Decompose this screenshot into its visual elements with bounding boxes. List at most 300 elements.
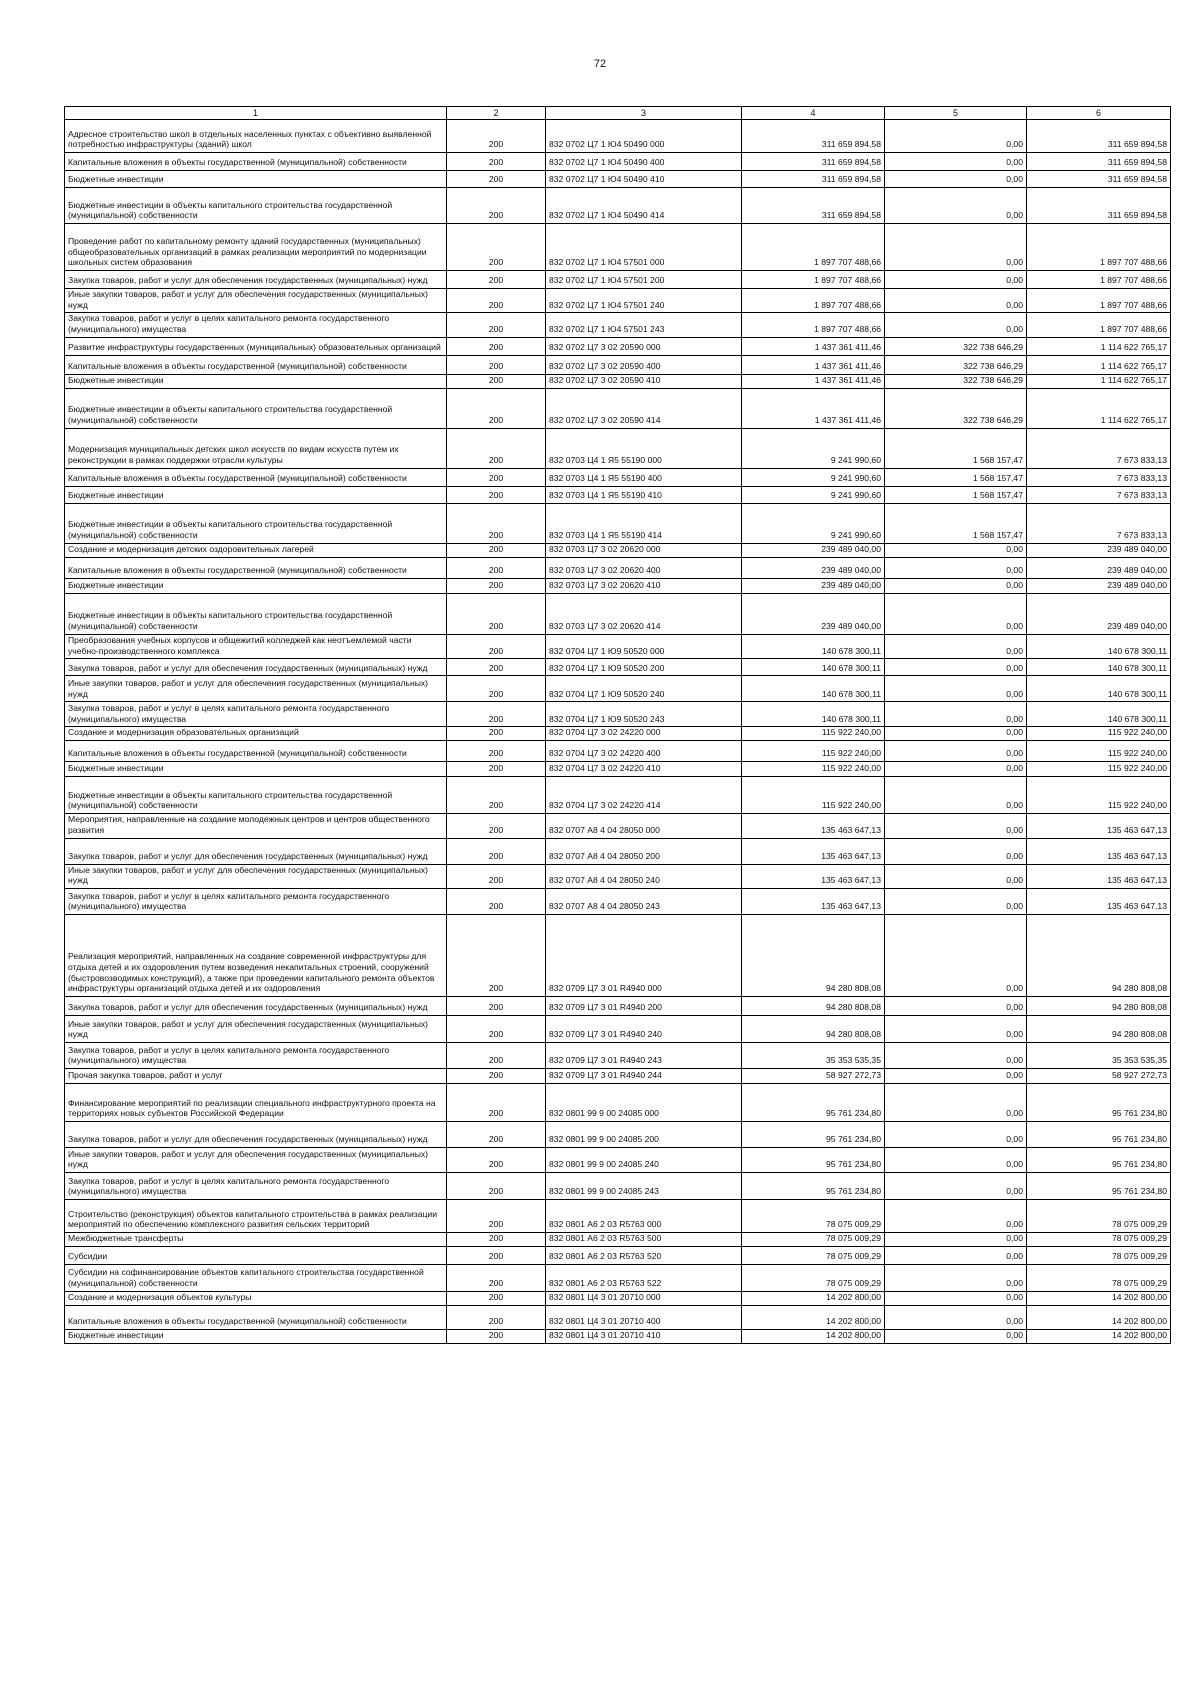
row-value-col4: 94 280 808,08 [742, 915, 885, 997]
row-value-col4: 1 897 707 488,66 [742, 224, 885, 271]
row-classifier: 832 0702 Ц7 1 Ю4 50490 410 [546, 171, 742, 188]
row-value-col5: 0,00 [885, 676, 1027, 702]
row-value-col5: 0,00 [885, 289, 1027, 313]
row-code: 200 [447, 153, 546, 171]
row-value-col5: 1 568 157,47 [885, 468, 1027, 486]
row-value-col5: 0,00 [885, 915, 1027, 997]
budget-table [64, 106, 1171, 1344]
row-value-col5: 0,00 [885, 271, 1027, 289]
row-value-col5: 0,00 [885, 171, 1027, 188]
row-value-col5: 0,00 [885, 1084, 1027, 1122]
table-row [65, 120, 1171, 153]
row-value-col4: 14 202 800,00 [742, 1329, 885, 1343]
row-classifier: 832 0709 Ц7 3 01 R4940 200 [546, 997, 742, 1016]
table-row [65, 1148, 1171, 1173]
table-row [65, 838, 1171, 864]
table-row [65, 503, 1171, 543]
row-code: 200 [447, 659, 546, 676]
row-value-col4: 1 897 707 488,66 [742, 313, 885, 337]
table-row [65, 915, 1171, 997]
row-value-col5: 0,00 [885, 153, 1027, 171]
row-name: Закупка товаров, работ и услуг в целях капитального ремонта государственного (муниципального) имущества [65, 702, 447, 727]
row-code: 200 [447, 727, 546, 741]
table-row [65, 1173, 1171, 1200]
row-classifier: 832 0707 А8 4 04 28050 200 [546, 838, 742, 864]
row-value-col6: 135 463 647,13 [1027, 838, 1171, 864]
table-row [65, 702, 1171, 727]
row-value-col6: 1 114 622 765,17 [1027, 355, 1171, 374]
row-value-col4: 9 241 990,60 [742, 486, 885, 503]
row-code: 200 [447, 557, 546, 578]
row-code: 200 [447, 889, 546, 915]
row-name: Иные закупки товаров, работ и услуг для обеспечения государственных (муниципальных) нужд [65, 1016, 447, 1043]
table-row [65, 1043, 1171, 1069]
row-value-col6: 140 678 300,11 [1027, 702, 1171, 727]
row-name: Бюджетные инвестиции в объекты капитального строительства государственной (муниципальной) собственности [65, 777, 447, 814]
row-value-col5: 0,00 [885, 838, 1027, 864]
row-value-col5: 0,00 [885, 1246, 1027, 1264]
column-header-5: 5 [885, 107, 1027, 120]
row-classifier: 832 0702 Ц7 3 02 20590 410 [546, 374, 742, 388]
table-row [65, 762, 1171, 777]
row-value-col6: 140 678 300,11 [1027, 659, 1171, 676]
row-name: Закупка товаров, работ и услуг для обеспечения государственных (муниципальных) нужд [65, 271, 447, 289]
row-classifier: 832 0801 А6 2 03 R5763 522 [546, 1264, 742, 1291]
row-value-col6: 239 489 040,00 [1027, 557, 1171, 578]
row-classifier: 832 0702 Ц7 1 Ю4 57501 000 [546, 224, 742, 271]
row-value-col6: 95 761 234,80 [1027, 1084, 1171, 1122]
row-classifier: 832 0709 Ц7 3 01 R4940 000 [546, 915, 742, 997]
row-classifier: 832 0703 Ц7 3 02 20620 414 [546, 593, 742, 634]
row-value-col6: 311 659 894,58 [1027, 120, 1171, 153]
row-value-col5: 0,00 [885, 120, 1027, 153]
row-value-col4: 35 353 535,35 [742, 1043, 885, 1069]
column-header-6: 6 [1027, 107, 1171, 120]
table-row [65, 1291, 1171, 1305]
row-value-col4: 94 280 808,08 [742, 997, 885, 1016]
row-code: 200 [447, 1173, 546, 1200]
row-code: 200 [447, 1305, 546, 1329]
row-name: Строительство (реконструкция) объектов капитального строительства в рамках реализации мероприятий по обеспечению комплексного развития сельских территорий [65, 1200, 447, 1233]
row-code: 200 [447, 224, 546, 271]
row-classifier: 832 0703 Ц4 1 Я5 55190 414 [546, 503, 742, 543]
row-classifier: 832 0704 Ц7 1 Ю9 50520 243 [546, 702, 742, 727]
row-name: Реализация мероприятий, направленных на создание современной инфраструктуры для отдыха детей и их оздоровления путем возведения некапитальных строений, сооружений (быстровозводимых конструкций), а также при проведении капитального ремонта объектов инфраструктуры организаций отдыха детей и их оздоровления [65, 915, 447, 997]
row-name: Закупка товаров, работ и услуг в целях капитального ремонта государственного (муниципального) имущества [65, 313, 447, 337]
row-code: 200 [447, 289, 546, 313]
row-classifier: 832 0704 Ц7 3 02 24220 414 [546, 777, 742, 814]
row-code: 200 [447, 578, 546, 593]
row-value-col4: 140 678 300,11 [742, 676, 885, 702]
table-row [65, 468, 1171, 486]
table-row [65, 153, 1171, 171]
row-name: Капитальные вложения в объекты государственной (муниципальной) собственности [65, 355, 447, 374]
row-name: Капитальные вложения в объекты государственной (муниципальной) собственности [65, 1305, 447, 1329]
row-code: 200 [447, 428, 546, 468]
row-code: 200 [447, 543, 546, 557]
row-value-col5: 0,00 [885, 864, 1027, 888]
row-value-col6: 14 202 800,00 [1027, 1291, 1171, 1305]
row-classifier: 832 0702 Ц7 3 02 20590 414 [546, 388, 742, 428]
table-row [65, 1305, 1171, 1329]
row-code: 200 [447, 814, 546, 838]
table-row [65, 1084, 1171, 1122]
row-classifier: 832 0703 Ц4 1 Я5 55190 410 [546, 486, 742, 503]
row-value-col6: 94 280 808,08 [1027, 1016, 1171, 1043]
row-classifier: 832 0704 Ц7 3 02 24220 400 [546, 741, 742, 762]
row-code: 200 [447, 388, 546, 428]
row-classifier: 832 0709 Ц7 3 01 R4940 244 [546, 1069, 742, 1084]
row-value-col5: 0,00 [885, 1069, 1027, 1084]
row-classifier: 832 0707 А8 4 04 28050 243 [546, 889, 742, 915]
row-name: Капитальные вложения в объекты государственной (муниципальной) собственности [65, 741, 447, 762]
row-classifier: 832 0709 Ц7 3 01 R4940 243 [546, 1043, 742, 1069]
row-value-col6: 239 489 040,00 [1027, 578, 1171, 593]
row-name: Создание и модернизация образовательных организаций [65, 727, 447, 741]
row-code: 200 [447, 864, 546, 888]
row-value-col6: 7 673 833,13 [1027, 468, 1171, 486]
row-classifier: 832 0704 Ц7 3 02 24220 000 [546, 727, 742, 741]
row-value-col5: 0,00 [885, 777, 1027, 814]
row-code: 200 [447, 1016, 546, 1043]
row-value-col4: 311 659 894,58 [742, 171, 885, 188]
row-value-col6: 115 922 240,00 [1027, 727, 1171, 741]
row-name: Преобразования учебных корпусов и общежитий колледжей как неотъемлемой части учебно-производственного комплекса [65, 634, 447, 658]
row-classifier: 832 0702 Ц7 1 Ю4 57501 200 [546, 271, 742, 289]
row-name: Межбюджетные трансферты [65, 1233, 447, 1247]
table-row [65, 289, 1171, 313]
row-value-col4: 95 761 234,80 [742, 1122, 885, 1148]
row-value-col4: 1 437 361 411,46 [742, 337, 885, 355]
row-name: Закупка товаров, работ и услуг для обеспечения государственных (муниципальных) нужд [65, 659, 447, 676]
row-value-col5: 0,00 [885, 543, 1027, 557]
row-name: Адресное строительство школ в отдельных населенных пунктах с объективно выявленной потребностью инфраструктуры (зданий) школ [65, 120, 447, 153]
row-value-col4: 14 202 800,00 [742, 1291, 885, 1305]
row-value-col6: 1 897 707 488,66 [1027, 313, 1171, 337]
row-code: 200 [447, 1043, 546, 1069]
row-value-col6: 115 922 240,00 [1027, 762, 1171, 777]
row-value-col4: 311 659 894,58 [742, 120, 885, 153]
row-name: Бюджетные инвестиции [65, 578, 447, 593]
row-value-col5: 0,00 [885, 1148, 1027, 1173]
row-value-col6: 140 678 300,11 [1027, 676, 1171, 702]
row-value-col5: 0,00 [885, 1329, 1027, 1343]
row-value-col6: 1 897 707 488,66 [1027, 224, 1171, 271]
table-row [65, 1329, 1171, 1343]
row-classifier: 832 0801 А6 2 03 R5763 000 [546, 1200, 742, 1233]
row-code: 200 [447, 188, 546, 224]
table-row [65, 659, 1171, 676]
row-value-col6: 14 202 800,00 [1027, 1329, 1171, 1343]
row-name: Бюджетные инвестиции в объекты капитального строительства государственной (муниципальной) собственности [65, 388, 447, 428]
row-name: Прочая закупка товаров, работ и услуг [65, 1069, 447, 1084]
row-value-col6: 115 922 240,00 [1027, 741, 1171, 762]
column-header-3: 3 [546, 107, 742, 120]
row-name: Бюджетные инвестиции [65, 486, 447, 503]
row-value-col6: 7 673 833,13 [1027, 428, 1171, 468]
row-value-col6: 311 659 894,58 [1027, 153, 1171, 171]
row-code: 200 [447, 997, 546, 1016]
row-classifier: 832 0801 Ц4 3 01 20710 400 [546, 1305, 742, 1329]
row-value-col6: 1 114 622 765,17 [1027, 337, 1171, 355]
row-code: 200 [447, 271, 546, 289]
column-header-2: 2 [447, 107, 546, 120]
row-value-col4: 78 075 009,29 [742, 1233, 885, 1247]
row-classifier: 832 0702 Ц7 1 Ю4 50490 400 [546, 153, 742, 171]
row-value-col6: 78 075 009,29 [1027, 1233, 1171, 1247]
row-value-col4: 95 761 234,80 [742, 1084, 885, 1122]
row-name: Бюджетные инвестиции в объекты капитального строительства государственной (муниципальной) собственности [65, 503, 447, 543]
row-value-col5: 0,00 [885, 1200, 1027, 1233]
row-value-col4: 311 659 894,58 [742, 153, 885, 171]
row-value-col6: 1 114 622 765,17 [1027, 374, 1171, 388]
row-name: Развитие инфраструктуры государственных (муниципальных) образовательных организаций [65, 337, 447, 355]
row-value-col4: 1 437 361 411,46 [742, 374, 885, 388]
row-value-col6: 311 659 894,58 [1027, 188, 1171, 224]
row-value-col4: 9 241 990,60 [742, 468, 885, 486]
row-classifier: 832 0702 Ц7 1 Ю4 50490 414 [546, 188, 742, 224]
row-value-col5: 0,00 [885, 313, 1027, 337]
table-row [65, 1233, 1171, 1247]
row-value-col4: 140 678 300,11 [742, 702, 885, 727]
row-value-col4: 1 897 707 488,66 [742, 289, 885, 313]
row-classifier: 832 0707 А8 4 04 28050 000 [546, 814, 742, 838]
row-name: Иные закупки товаров, работ и услуг для обеспечения государственных (муниципальных) нужд [65, 289, 447, 313]
table-row [65, 428, 1171, 468]
table-row [65, 814, 1171, 838]
row-code: 200 [447, 355, 546, 374]
row-code: 200 [447, 1329, 546, 1343]
row-value-col6: 135 463 647,13 [1027, 889, 1171, 915]
row-name: Субсидии [65, 1246, 447, 1264]
row-value-col6: 7 673 833,13 [1027, 503, 1171, 543]
row-name: Финансирование мероприятий по реализации специального инфраструктурного проекта на территориях новых субъектов Российской Федерации [65, 1084, 447, 1122]
row-value-col6: 94 280 808,08 [1027, 997, 1171, 1016]
row-value-col6: 14 202 800,00 [1027, 1305, 1171, 1329]
row-value-col4: 1 897 707 488,66 [742, 271, 885, 289]
row-code: 200 [447, 503, 546, 543]
row-code: 200 [447, 1246, 546, 1264]
row-name: Закупка товаров, работ и услуг в целях капитального ремонта государственного (муниципального) имущества [65, 1173, 447, 1200]
row-name: Капитальные вложения в объекты государственной (муниципальной) собственности [65, 557, 447, 578]
row-value-col6: 78 075 009,29 [1027, 1264, 1171, 1291]
table-row [65, 557, 1171, 578]
row-name: Субсидии на софинансирование объектов капитального строительства государственной (муниципальной) собственности [65, 1264, 447, 1291]
row-value-col4: 115 922 240,00 [742, 777, 885, 814]
row-code: 200 [447, 1291, 546, 1305]
row-code: 200 [447, 1200, 546, 1233]
row-classifier: 832 0704 Ц7 1 Ю9 50520 200 [546, 659, 742, 676]
row-code: 200 [447, 1233, 546, 1247]
row-code: 200 [447, 741, 546, 762]
row-value-col6: 1 897 707 488,66 [1027, 271, 1171, 289]
row-value-col4: 135 463 647,13 [742, 814, 885, 838]
row-value-col5: 0,00 [885, 188, 1027, 224]
row-classifier: 832 0801 99 9 00 24085 243 [546, 1173, 742, 1200]
row-code: 200 [447, 1148, 546, 1173]
table-row [65, 1122, 1171, 1148]
row-classifier: 832 0704 Ц7 1 Ю9 50520 240 [546, 676, 742, 702]
table-row [65, 741, 1171, 762]
table-row [65, 578, 1171, 593]
row-value-col4: 115 922 240,00 [742, 727, 885, 741]
row-value-col6: 95 761 234,80 [1027, 1148, 1171, 1173]
row-value-col4: 9 241 990,60 [742, 428, 885, 468]
table-row [65, 171, 1171, 188]
table-row [65, 388, 1171, 428]
row-value-col5: 0,00 [885, 224, 1027, 271]
header-row [65, 107, 1171, 120]
row-value-col6: 1 114 622 765,17 [1027, 388, 1171, 428]
row-value-col5: 0,00 [885, 578, 1027, 593]
table-row [65, 676, 1171, 702]
row-name: Бюджетные инвестиции в объекты капитального строительства государственной (муниципальной) собственности [65, 593, 447, 634]
row-name: Закупка товаров, работ и услуг для обеспечения государственных (муниципальных) нужд [65, 1122, 447, 1148]
row-value-col6: 7 673 833,13 [1027, 486, 1171, 503]
table-row [65, 997, 1171, 1016]
table-row [65, 1264, 1171, 1291]
row-code: 200 [447, 1084, 546, 1122]
row-code: 200 [447, 1069, 546, 1084]
row-name: Создание и модернизация объектов культуры [65, 1291, 447, 1305]
row-classifier: 832 0703 Ц7 3 02 20620 410 [546, 578, 742, 593]
row-value-col6: 94 280 808,08 [1027, 915, 1171, 997]
row-value-col6: 239 489 040,00 [1027, 543, 1171, 557]
table-row [65, 224, 1171, 271]
row-classifier: 832 0801 А6 2 03 R5763 520 [546, 1246, 742, 1264]
row-classifier: 832 0704 Ц7 1 Ю9 50520 000 [546, 634, 742, 658]
row-value-col4: 95 761 234,80 [742, 1173, 885, 1200]
row-value-col4: 239 489 040,00 [742, 557, 885, 578]
table-row [65, 543, 1171, 557]
row-name: Мероприятия, направленные на создание молодежных центров и центров общественного развития [65, 814, 447, 838]
row-value-col5: 0,00 [885, 997, 1027, 1016]
row-value-col5: 0,00 [885, 1016, 1027, 1043]
row-classifier: 832 0703 Ц4 1 Я5 55190 400 [546, 468, 742, 486]
row-value-col6: 95 761 234,80 [1027, 1122, 1171, 1148]
table-row [65, 1200, 1171, 1233]
row-value-col6: 35 353 535,35 [1027, 1043, 1171, 1069]
row-value-col5: 0,00 [885, 1305, 1027, 1329]
row-value-col4: 135 463 647,13 [742, 838, 885, 864]
row-name: Бюджетные инвестиции [65, 171, 447, 188]
row-code: 200 [447, 337, 546, 355]
row-value-col6: 95 761 234,80 [1027, 1173, 1171, 1200]
row-code: 200 [447, 702, 546, 727]
row-name: Капитальные вложения в объекты государственной (муниципальной) собственности [65, 468, 447, 486]
row-name: Бюджетные инвестиции [65, 374, 447, 388]
row-code: 200 [447, 762, 546, 777]
row-value-col4: 14 202 800,00 [742, 1305, 885, 1329]
row-code: 200 [447, 838, 546, 864]
row-classifier: 832 0703 Ц7 3 02 20620 000 [546, 543, 742, 557]
row-value-col6: 78 075 009,29 [1027, 1200, 1171, 1233]
row-value-col4: 135 463 647,13 [742, 864, 885, 888]
table-row [65, 727, 1171, 741]
row-value-col6: 140 678 300,11 [1027, 634, 1171, 658]
row-value-col5: 0,00 [885, 1264, 1027, 1291]
row-classifier: 832 0709 Ц7 3 01 R4940 240 [546, 1016, 742, 1043]
row-code: 200 [447, 1122, 546, 1148]
row-value-col4: 115 922 240,00 [742, 762, 885, 777]
page-number: 72 [593, 58, 607, 70]
table-row [65, 864, 1171, 888]
row-value-col5: 0,00 [885, 1043, 1027, 1069]
row-value-col5: 0,00 [885, 762, 1027, 777]
row-classifier: 832 0801 99 9 00 24085 000 [546, 1084, 742, 1122]
row-value-col6: 1 897 707 488,66 [1027, 289, 1171, 313]
row-code: 200 [447, 676, 546, 702]
row-value-col5: 322 738 646,29 [885, 355, 1027, 374]
table-row [65, 188, 1171, 224]
row-code: 200 [447, 313, 546, 337]
row-name: Бюджетные инвестиции в объекты капитального строительства государственной (муниципальной) собственности [65, 188, 447, 224]
row-value-col5: 0,00 [885, 814, 1027, 838]
row-name: Иные закупки товаров, работ и услуг для обеспечения государственных (муниципальных) нужд [65, 1148, 447, 1173]
row-code: 200 [447, 1264, 546, 1291]
row-classifier: 832 0801 Ц4 3 01 20710 000 [546, 1291, 742, 1305]
row-value-col6: 135 463 647,13 [1027, 864, 1171, 888]
row-name: Бюджетные инвестиции [65, 762, 447, 777]
row-value-col4: 1 437 361 411,46 [742, 388, 885, 428]
row-code: 200 [447, 468, 546, 486]
row-name: Иные закупки товаров, работ и услуг для обеспечения государственных (муниципальных) нужд [65, 864, 447, 888]
table-row [65, 1069, 1171, 1084]
table-row [65, 486, 1171, 503]
row-value-col4: 1 437 361 411,46 [742, 355, 885, 374]
row-value-col5: 0,00 [885, 889, 1027, 915]
row-classifier: 832 0801 99 9 00 24085 240 [546, 1148, 742, 1173]
column-header-1: 1 [65, 107, 447, 120]
row-classifier: 832 0702 Ц7 1 Ю4 57501 243 [546, 313, 742, 337]
row-classifier: 832 0801 99 9 00 24085 200 [546, 1122, 742, 1148]
row-classifier: 832 0707 А8 4 04 28050 240 [546, 864, 742, 888]
row-name: Закупка товаров, работ и услуг в целях капитального ремонта государственного (муниципального) имущества [65, 1043, 447, 1069]
column-header-4: 4 [742, 107, 885, 120]
row-value-col4: 311 659 894,58 [742, 188, 885, 224]
row-value-col5: 0,00 [885, 557, 1027, 578]
row-value-col4: 78 075 009,29 [742, 1246, 885, 1264]
table-row [65, 777, 1171, 814]
row-code: 200 [447, 777, 546, 814]
row-classifier: 832 0702 Ц7 3 02 20590 400 [546, 355, 742, 374]
table-row [65, 337, 1171, 355]
row-value-col4: 58 927 272,73 [742, 1069, 885, 1084]
row-code: 200 [447, 593, 546, 634]
row-value-col4: 140 678 300,11 [742, 659, 885, 676]
row-value-col4: 239 489 040,00 [742, 593, 885, 634]
row-value-col5: 322 738 646,29 [885, 388, 1027, 428]
table-row [65, 271, 1171, 289]
table-row [65, 374, 1171, 388]
row-value-col5: 322 738 646,29 [885, 337, 1027, 355]
row-value-col4: 239 489 040,00 [742, 578, 885, 593]
row-code: 200 [447, 171, 546, 188]
row-code: 200 [447, 120, 546, 153]
row-code: 200 [447, 634, 546, 658]
row-code: 200 [447, 374, 546, 388]
row-value-col5: 0,00 [885, 593, 1027, 634]
row-value-col4: 78 075 009,29 [742, 1264, 885, 1291]
table-row [65, 1016, 1171, 1043]
row-value-col6: 311 659 894,58 [1027, 171, 1171, 188]
row-value-col5: 0,00 [885, 741, 1027, 762]
row-code: 200 [447, 915, 546, 997]
row-classifier: 832 0702 Ц7 1 Ю4 50490 000 [546, 120, 742, 153]
row-value-col5: 322 738 646,29 [885, 374, 1027, 388]
row-code: 200 [447, 486, 546, 503]
row-value-col4: 95 761 234,80 [742, 1148, 885, 1173]
